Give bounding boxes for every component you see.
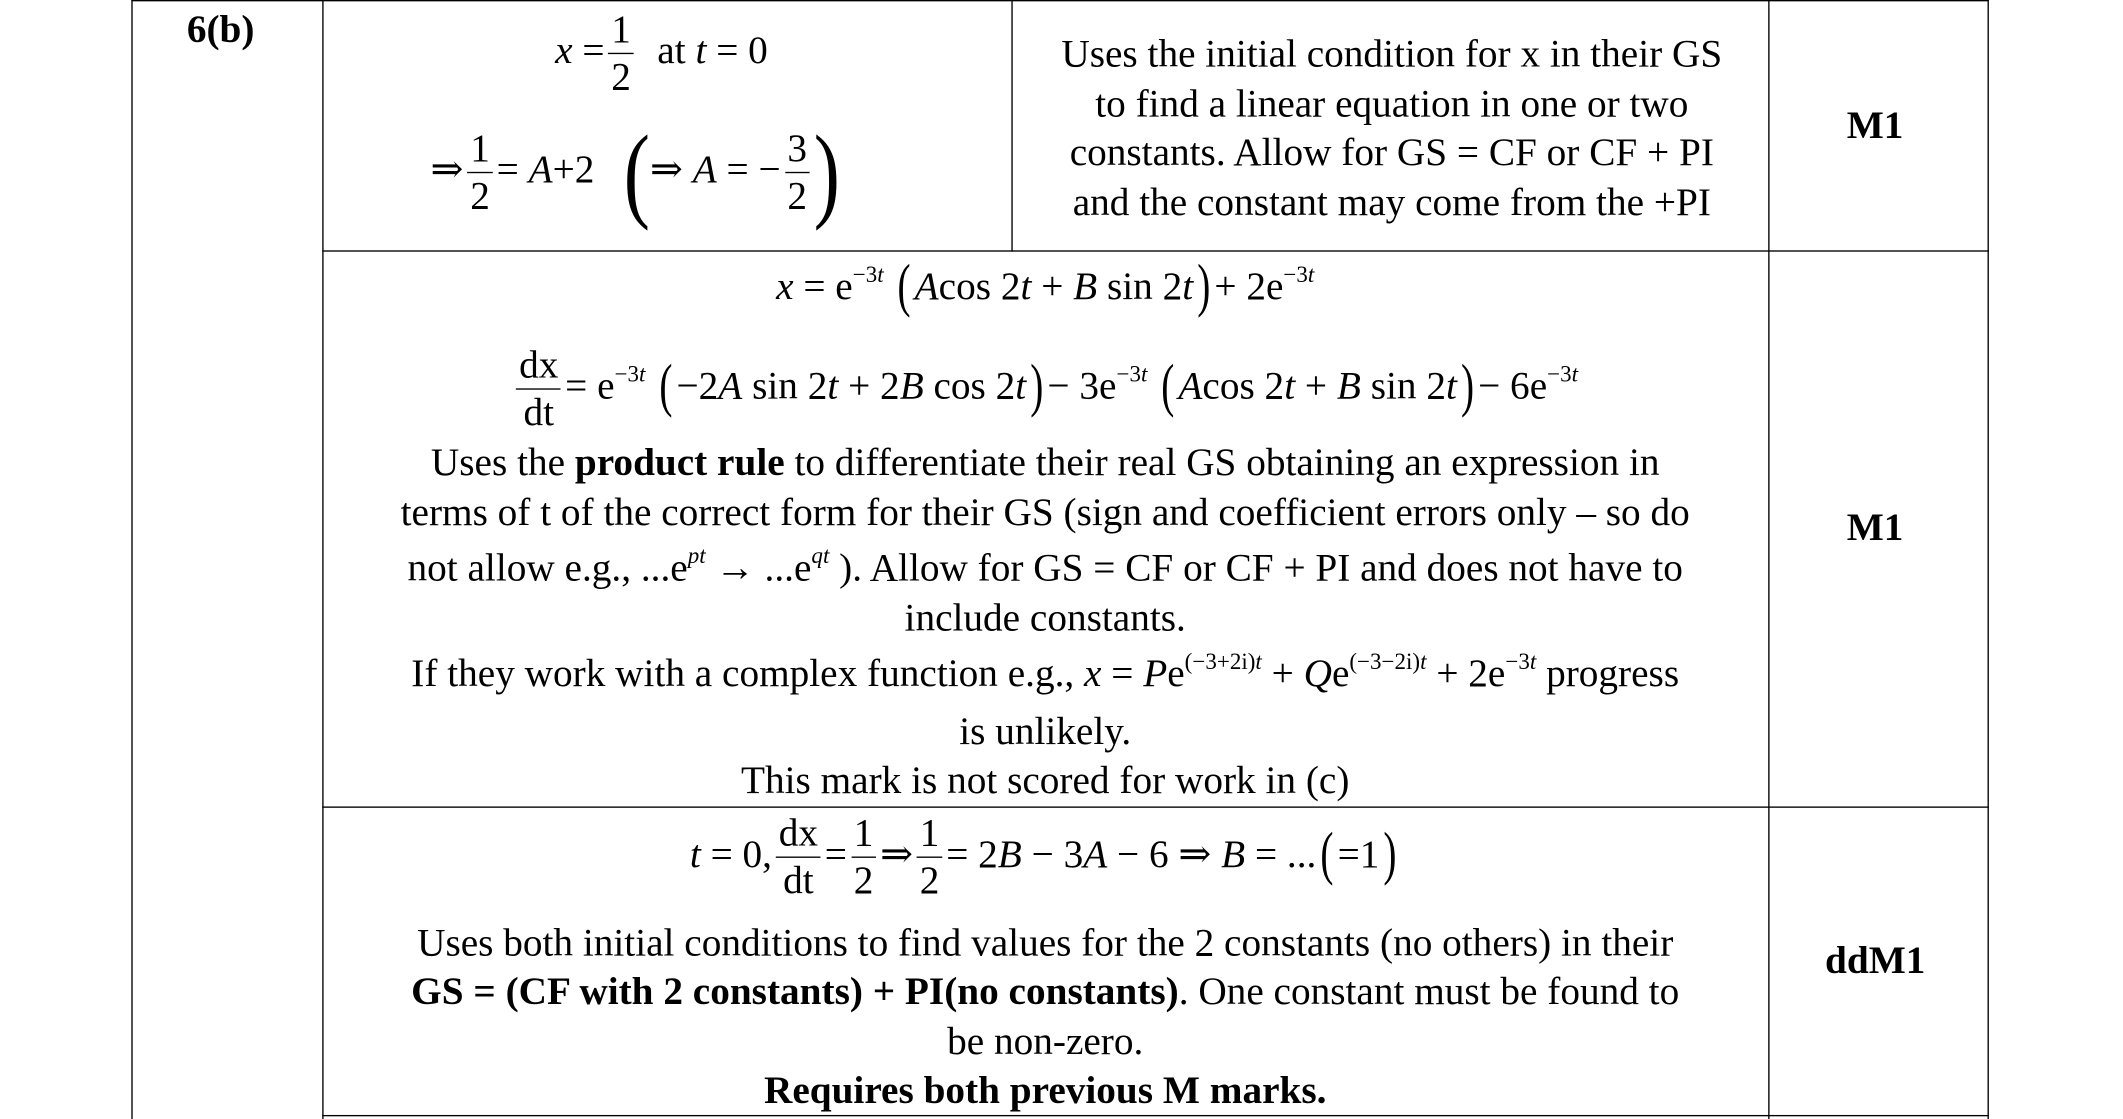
row2-text-segment: ). Allow for GS = CF or CF + PI and does not have to [829,546,1683,590]
row2-general-solution: $x = e^{-3t}$ ( Acos 2t + B sin 2t ) + $2e^{-3t}$ [776,254,1315,319]
row3-text-line-4 [322,1069,1768,1114]
row2-text-line-1 [322,441,1768,486]
row1-comment-line: and the constant may come from the +PI [1072,180,1711,224]
row3-dt: dt [776,857,821,902]
row2-text-line-7: This mark is not scored for work in (c) [740,759,1350,803]
row2-text-segment: If they work with a complex function e.g., [411,652,1085,696]
row1-eq-num: 1 [470,127,490,171]
table-border-right [1988,0,1990,1119]
table-border-top [131,0,1989,2]
row2-dx: dx [519,343,559,387]
row2-text-line-6: is unlikely. [959,710,1132,754]
row2-text-segment: to differentiate their real GS obtaining an expression in [784,441,1660,485]
row2-text-line-4: include constants. [904,596,1186,641]
row1-frac-num: 1 [611,8,631,52]
row2-exp-pt: pt [687,542,706,569]
row1-mark: M1 [1846,104,1904,148]
question-label: 6(b) [186,8,255,52]
row1-comment-line: to find a linear equation in one or two [1095,81,1689,126]
row1-comment-line: Uses the initial condition for x in their GS [1061,32,1723,76]
row2-exp-qt: qt [811,542,830,569]
row3-half-num: 1 [853,811,874,856]
row2-text-segment: → ...e [705,546,812,590]
table-border-bottom [322,1115,1989,1117]
row3-text-segment: . One constant must be found to [1178,970,1680,1014]
row3-text-line-3: be non-zero. [947,1020,1144,1064]
table-divider-comment [1011,0,1013,252]
row2-text-line-5 [322,648,1768,697]
row2-product-rule: product rule [574,441,785,485]
row2-complex-function: $x = Pe^{(-3+2i)t} + Qe^{(-3-2i)t} + 2e^{-3t}$ [1084,648,1537,696]
row3-gs-definition: GS = (CF with 2 constants) + PI(no constants) [411,970,1179,1014]
row2-derivative: $\frac{dx}{dt}$ = $e^{-3t}$ ( −2A sin 2t + 2B cos 2t ) − $3e^{-3t}$ ( Acos 2t + B sin 2t ) − $6e^{-3t}$ [322,346,1768,433]
table-divider-marks [1768,0,1770,1119]
row2-mark: M1 [1846,506,1904,550]
row3-half-den: 2 [851,857,876,902]
row2-text-segment: progress [1536,652,1680,696]
row2-text-line-3 [322,542,1768,592]
row3-half2-den: 2 [917,857,942,902]
row3-text-line-1: Uses both initial conditions to find values for the 2 constants (no others) in their [417,921,1674,965]
row3-half2-num: 1 [919,811,940,856]
row3-mark: ddM1 [1825,939,1926,983]
row1-a-num: 3 [787,127,808,171]
row1-frac-den: 2 [609,53,634,98]
row-divider-2 [322,806,1989,808]
row-divider-1 [322,250,1989,252]
row3-second-condition: t = 0, $\frac{dx}{dt}$ = $\frac{1}{2}$ ⇒ $\frac{1}{2}$ = 2B − 3A − 6 ⇒ B = ... ( =1 ) [689,811,1397,903]
row2-text-line-2: terms of t of the correct form for their GS (sign and coefficient errors only – so do [400,491,1690,535]
row1-comment [1015,30,1768,228]
row1-a-den: 2 [785,172,810,217]
row2-text-segment: Uses the [430,441,575,485]
row1-linear-equation: ⇒ $\frac{1}{2}$ = A+2 (⇒ A = − $\frac{3}{2}$ ) [430,112,840,232]
row3-dx: dx [778,811,819,856]
table-border-left [131,0,133,1119]
row1-initial-condition: x = $\frac{1}{2}$ at t = 0 [555,8,768,99]
row1-comment-line: constants. Allow for GS = CF or CF + PI [1069,131,1714,175]
row1-eq-den: 2 [468,172,493,217]
row2-text-segment: not allow e.g., ...e [407,546,688,590]
row3-requirement: Requires both previous M marks. [763,1068,1327,1113]
row3-text-line-2 [322,970,1768,1015]
row2-dt: dt [516,388,561,433]
